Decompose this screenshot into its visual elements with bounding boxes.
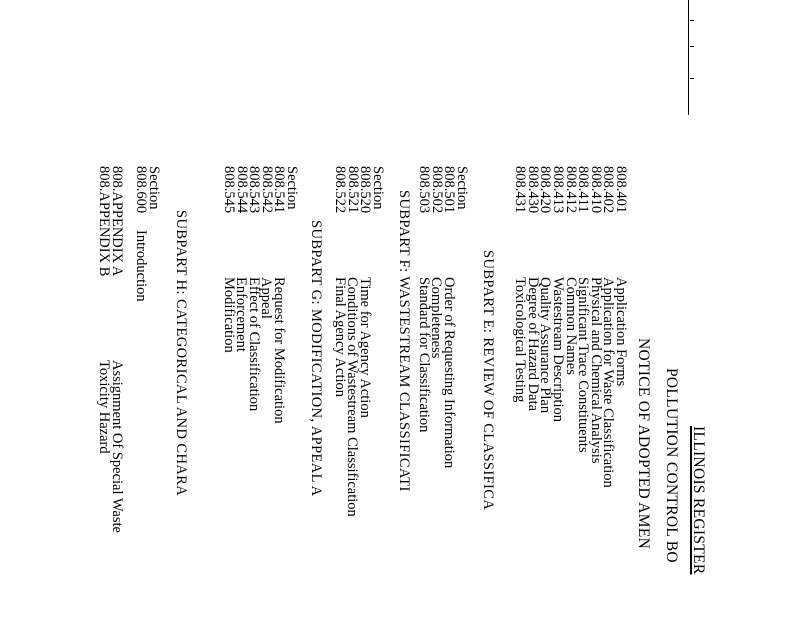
- section-number: 808.431: [512, 166, 529, 214]
- appendix-number: 808.APPENDIX B: [96, 166, 113, 277]
- section-number: 808.503: [416, 166, 433, 214]
- section-titles: [222, 277, 285, 424]
- section-numbers: [418, 166, 468, 213]
- section-number: 808.501: [441, 166, 458, 214]
- section-title: Application Forms: [613, 277, 629, 387]
- section-number: 808.401: [613, 166, 629, 214]
- section-number: 808.430: [524, 166, 541, 214]
- board-title: POLLUTION CONTROL BO: [663, 368, 680, 563]
- section-numbers: [514, 166, 627, 213]
- appendix-numbers: [98, 166, 123, 276]
- rule-tick: [690, 78, 694, 79]
- register-title: ILLINOIS REGISTER: [690, 426, 707, 575]
- section-number: 808.543: [246, 166, 263, 214]
- section-titles: [333, 277, 371, 517]
- section-title: Application for Waste Classification: [600, 277, 617, 488]
- section-title: Final Agency Action: [331, 277, 348, 398]
- top-rule: [688, 0, 689, 115]
- section-title: Toxicological Testing: [512, 277, 529, 403]
- section-number: 808.541: [271, 166, 288, 214]
- section-titles: [514, 277, 627, 488]
- section-title: Time for Agency Action: [357, 277, 373, 418]
- section-title: Order of Requesting Information: [441, 277, 457, 469]
- section-numbers: [135, 166, 160, 213]
- section-number: 808.520: [357, 166, 374, 214]
- appendix-title: Assignment Of Special Waste: [109, 360, 125, 533]
- section-title: Significant Trace Constituents: [575, 277, 592, 453]
- section-numbers: [334, 166, 384, 213]
- section-label: Section: [370, 166, 386, 210]
- appendix-number: 808.APPENDIX A: [109, 166, 125, 277]
- section-title: Completeness: [428, 277, 445, 359]
- rule-tick: [690, 20, 694, 21]
- appendix-titles: [98, 360, 123, 533]
- section-title: Effect of Classification: [245, 277, 262, 412]
- section-numbers: [222, 166, 298, 213]
- appendix-title: Toxicity Hazard: [96, 360, 113, 454]
- section-number: 808.542: [258, 166, 275, 214]
- section-title: Quality Assurance Plan: [537, 277, 554, 414]
- section-number: 808.600: [133, 166, 150, 214]
- subpart-e-heading: SUBPART E: REVIEW OF CLASSIFICA: [480, 250, 496, 511]
- section-title: Degree of Hazard Data: [524, 277, 541, 412]
- notice-title: NOTICE OF ADOPTED AMEN: [635, 338, 652, 550]
- subpart-f-heading: SUBPART F: WASTESTREAM CLASSIFICATI: [396, 190, 412, 492]
- section-number: 808.410: [587, 166, 604, 214]
- rule-tick: [690, 46, 694, 47]
- section-number: 808.411: [575, 166, 592, 213]
- section-label: Section: [146, 166, 162, 210]
- section-number: 808.420: [537, 166, 554, 214]
- section-number: 808.522: [332, 166, 349, 214]
- section-number: 808.521: [344, 166, 361, 214]
- section-number: 808.545: [221, 166, 238, 214]
- section-titles: [417, 277, 455, 468]
- section-label: Section: [454, 166, 470, 210]
- section-title: Standard for Classification: [415, 277, 432, 433]
- section-title: Request for Modification: [271, 277, 287, 424]
- subpart-h-heading: SUBPART H: CATEGORICAL AND CHARA: [173, 210, 189, 497]
- section-label: Section: [284, 166, 300, 210]
- section-number: 808.502: [428, 166, 445, 214]
- section-title: Enforcement: [233, 277, 250, 352]
- section-title: Appeal: [258, 277, 275, 319]
- subpart-g-heading: SUBPART G: MODIFICATION, APPEAL A: [308, 220, 324, 497]
- section-number: 808.402: [600, 166, 617, 214]
- section-number: 808.544: [233, 166, 250, 214]
- section-title: Introduction: [133, 230, 149, 302]
- section-title: Physical and Chemical Analysis: [587, 277, 604, 464]
- section-number: 808.413: [550, 166, 567, 214]
- section-title: Modification: [220, 277, 237, 353]
- section-number: 808.412: [562, 166, 579, 214]
- section-title: Wastestream Description: [550, 277, 567, 422]
- section-title: Conditions of Wastestream Classification: [344, 277, 361, 517]
- section-title: Common Names: [562, 277, 579, 375]
